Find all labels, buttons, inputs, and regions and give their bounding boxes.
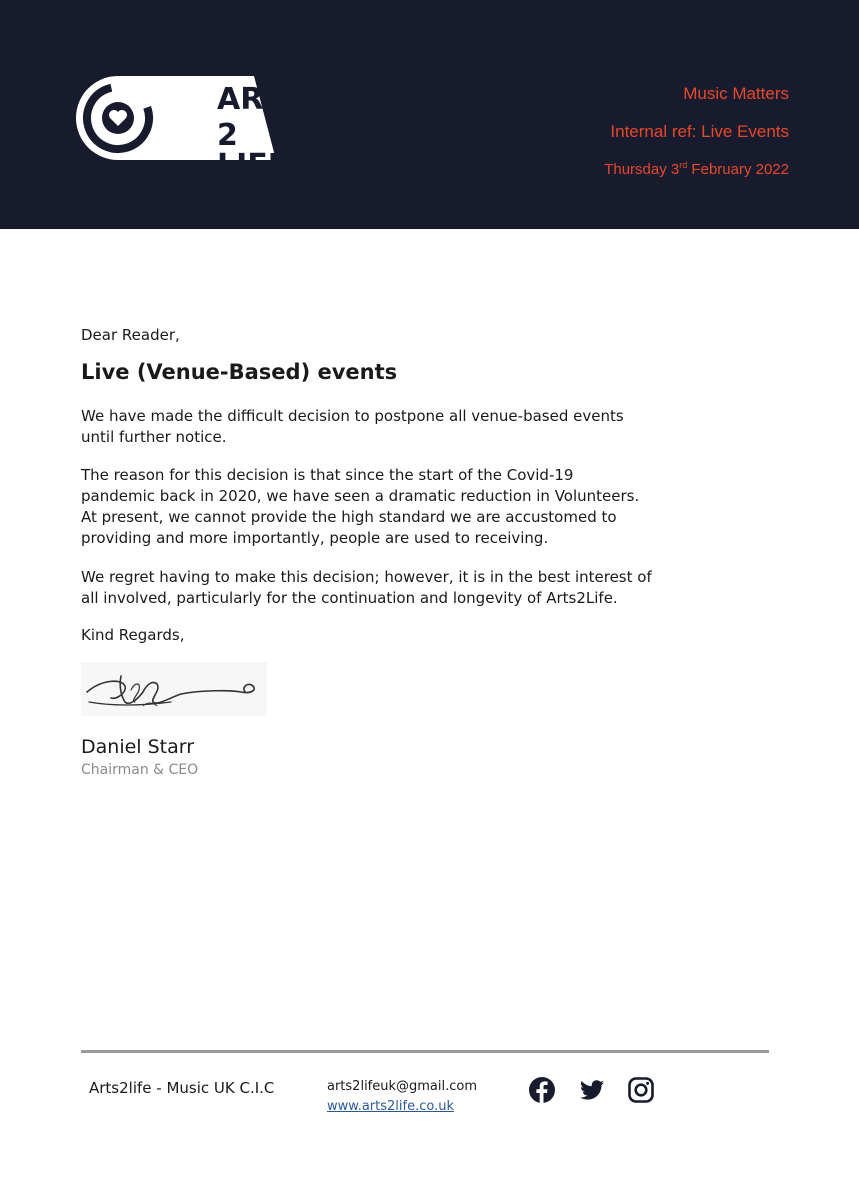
letter-heading: Live (Venue-Based) events [81, 360, 398, 384]
date-line [604, 160, 789, 178]
footer-email[interactable]: arts2lifeuk@gmail.com [327, 1079, 478, 1094]
date-suffix: rd [679, 160, 688, 170]
reference-line: Internal ref: Live Events [610, 122, 789, 141]
logo-text-line1: ARTS [217, 82, 305, 117]
footer-website-link[interactable]: www.arts2life.co.uk [327, 1099, 454, 1114]
footer-divider [81, 1050, 769, 1053]
signer-title: Chairman & CEO [81, 762, 199, 778]
paragraph-2: The reason for this decision is that since the start of the Covid-19 pandemic back in 2020, we have seen a dramatic reduction in Volunteers. At present, we cannot provide the high standard we are accustomed to providing and more importantly, people are used to receiving. [81, 466, 640, 547]
handwritten-signature [81, 662, 267, 716]
twitter-icon[interactable] [578, 1076, 606, 1104]
salutation: Dear Reader, [81, 326, 180, 344]
date-weekday: Thursday 3 [604, 161, 680, 178]
date-rest: February 2022 [687, 161, 789, 178]
paragraph-1: We have made the difficult decision to postpone all venue-based events until further notice. [81, 407, 624, 446]
signer-name: Daniel Starr [81, 736, 195, 758]
logo-text-line2: 2 LIFE [217, 118, 289, 183]
facebook-icon[interactable] [528, 1076, 556, 1104]
arts2life-logo [76, 76, 305, 183]
closing: Kind Regards, [81, 626, 185, 644]
paragraph-3: We regret having to make this decision; however, it is in the best interest of all involved, particularly for the continuation and longevity of Arts2Life. [81, 568, 652, 607]
letterhead-banner [0, 0, 859, 229]
footer-organisation: Arts2life - Music UK C.I.C [89, 1079, 275, 1097]
subject-line: Music Matters [683, 84, 789, 103]
instagram-icon[interactable] [627, 1076, 655, 1104]
